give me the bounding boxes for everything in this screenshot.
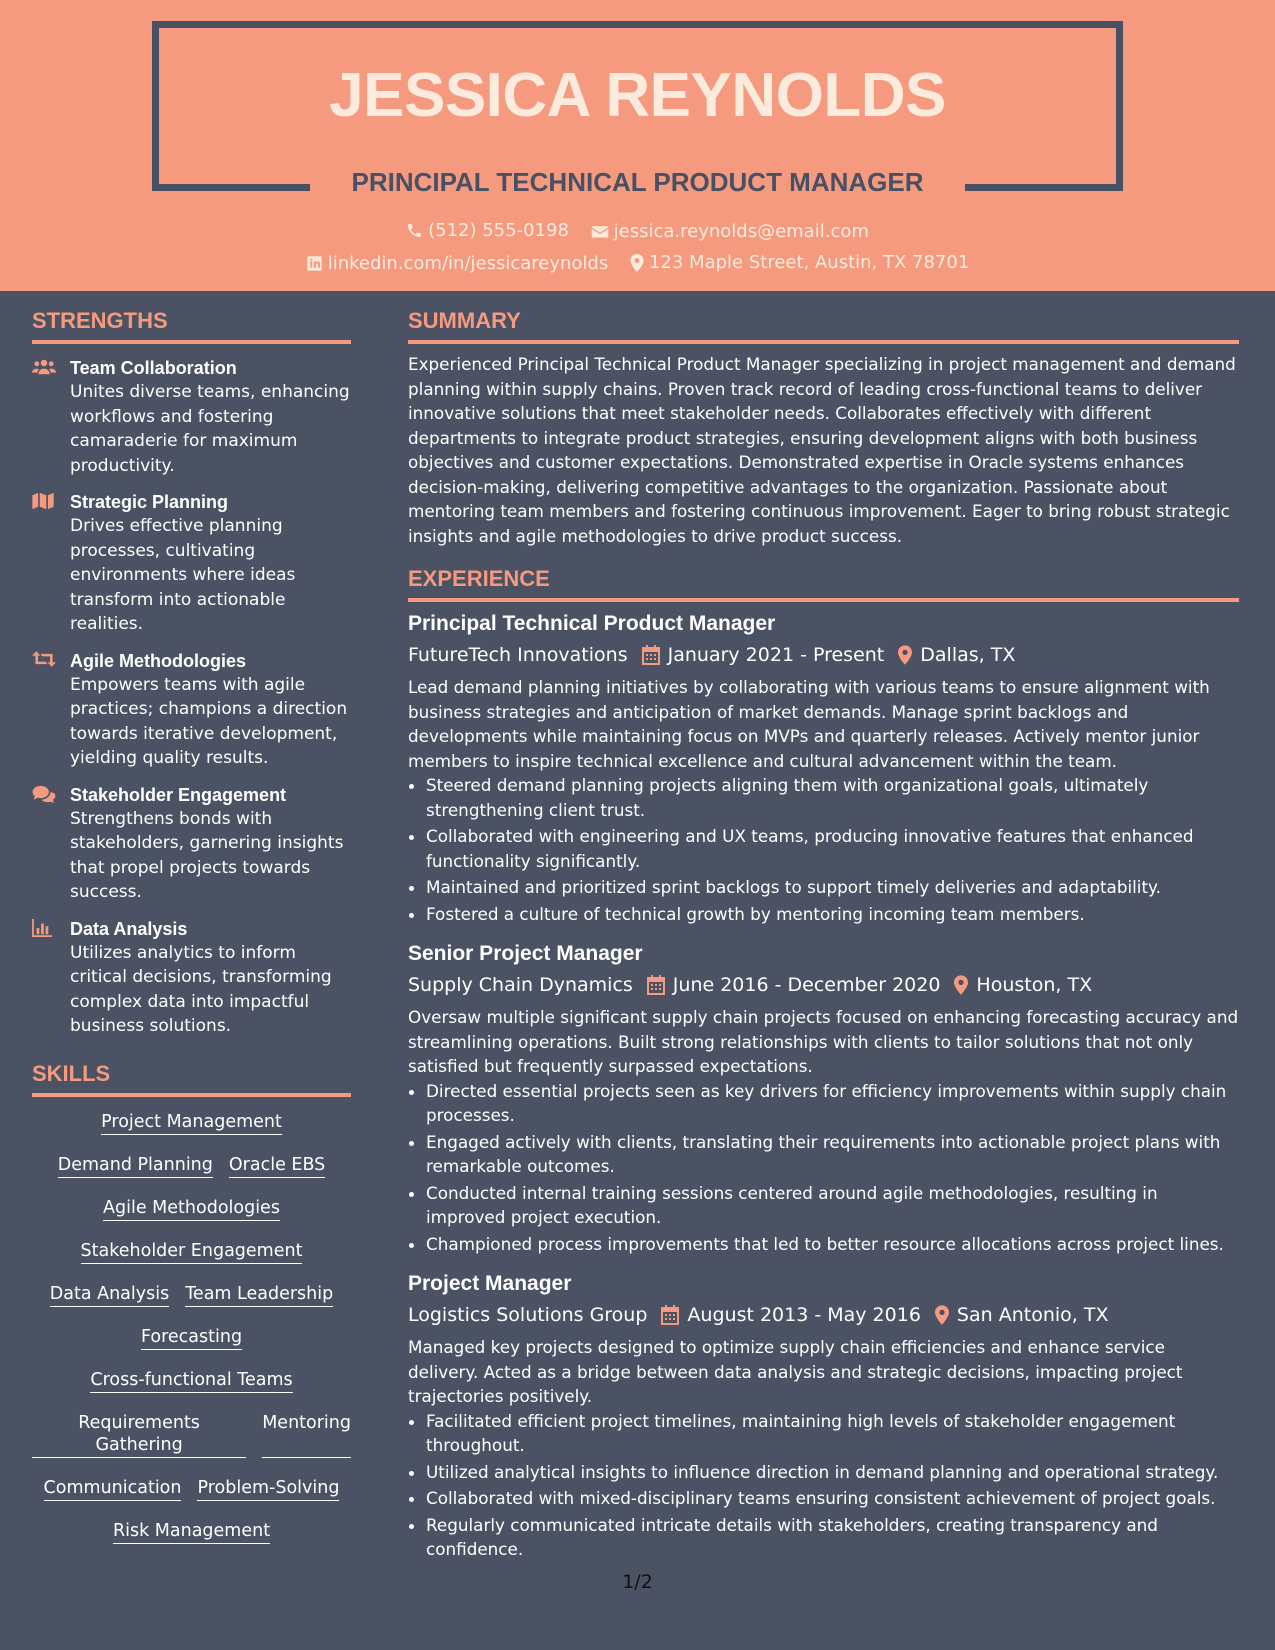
candidate-name: JESSICA REYNOLDS [329, 61, 946, 130]
strength-title: Agile Methodologies [70, 650, 247, 671]
job-bullet: • Maintained and prioritized sprint backlogs to support timely deliveries and adaptability. [426, 875, 1239, 900]
skill-tag: Risk Management [113, 1520, 270, 1544]
envelope-icon [591, 224, 609, 239]
job-company: Supply Chain Dynamics [408, 974, 633, 996]
strength-title: Stakeholder Engagement [70, 784, 287, 805]
job-bullet: • Conducted internal training sessions centered around agile methodologies, resulting in improved project execution. [426, 1181, 1239, 1230]
job-bullet: • Facilitated efficient project timelines, maintaining high levels of stakeholder engagement throughout. [426, 1409, 1239, 1458]
job-description: Oversaw multiple significant supply chain projects focused on enhancing forecasting accuracy and streamlining operations. Built strong relationships with clients to tailor solutions that not only satisfied but frequently surpassed expectations. [408, 1007, 1239, 1076]
job-description: Managed key projects designed to optimize supply chain efficiencies and enhance service delivery. Acted as a bridge between data analysis and strategic decisions, impacting project trajectories positively. [408, 1337, 1183, 1406]
job-location-text: San Antonio, TX [956, 1304, 1109, 1326]
job-bullets [408, 1079, 1239, 1257]
skill-tag: Project Management [101, 1111, 282, 1135]
job-dates-text: January 2021 - Present [667, 644, 885, 666]
skill-tag: Data Analysis [50, 1283, 169, 1307]
job-title: Principal Technical Product Manager [408, 612, 776, 635]
retweet-icon [32, 651, 56, 667]
strength-desc: Unites diverse teams, enhancing workflows and fostering camaraderie for maximum productivity. [70, 382, 350, 476]
skill-tag: Mentoring [262, 1412, 351, 1458]
skill-tag: Forecasting [141, 1326, 242, 1350]
phone-contact [406, 220, 569, 241]
skill-tag: Problem-Solving [197, 1477, 339, 1501]
phone-icon [406, 222, 423, 239]
linkedin-contact[interactable] [306, 253, 609, 274]
job-bullet: • Directed essential projects seen as key drivers for efficiency improvements within supply chain processes. [426, 1079, 1239, 1128]
page-number: 1/2 [622, 1571, 653, 1593]
address-contact [630, 252, 969, 273]
email-contact[interactable] [591, 221, 869, 242]
address-text: 123 Maple Street, Austin, TX 78701 [648, 252, 970, 273]
contact-line-1 [0, 220, 1275, 244]
strength-item [32, 917, 351, 1039]
strengths-list [32, 356, 351, 1039]
skill-tag: Agile Methodologies [103, 1197, 280, 1221]
left-column [32, 308, 351, 1563]
job-title: Project Manager [408, 1272, 572, 1295]
calendar-icon [661, 1305, 679, 1325]
skill-tag: Communication [44, 1477, 182, 1501]
job-bullet: • Steered demand planning projects aligning them with organizational goals, ultimately strengthening client trust. [426, 773, 1239, 822]
job-dates-text: June 2016 - December 2020 [672, 974, 941, 996]
job-title: Senior Project Manager [408, 942, 643, 965]
strength-item [32, 490, 351, 637]
job-location [954, 971, 1092, 999]
strength-desc: Utilizes analytics to inform critical decisions, transforming complex data into impactful business solutions. [70, 942, 332, 1036]
map-marker-icon [954, 975, 968, 995]
strengths-heading: STRENGTHS [32, 308, 351, 344]
contact-line-2 [0, 252, 1275, 277]
right-column [408, 308, 1239, 1564]
email-text[interactable]: jessica.reynolds@email.com [613, 221, 869, 242]
skill-tag: Team Leadership [185, 1283, 333, 1307]
summary-heading: SUMMARY [408, 308, 1239, 344]
job-bullet: • Regularly communicated intricate details with stakeholders, creating transparency and confidence. [426, 1513, 1239, 1562]
job-location [935, 1301, 1109, 1329]
skill-tag: Demand Planning [58, 1154, 213, 1178]
candidate-title: PRINCIPAL TECHNICAL PRODUCT MANAGER [351, 167, 924, 197]
job-bullet: • Collaborated with engineering and UX teams, producing innovative features that enhanced functionality significantly. [426, 824, 1239, 873]
job-entry [408, 940, 1239, 1256]
bar-chart-icon [32, 919, 52, 937]
strength-desc: Empowers teams with agile practices; champions a direction towards iterative development, yielding quality results. [70, 674, 348, 768]
strength-title: Team Collaboration [70, 358, 237, 378]
linkedin-icon [306, 255, 323, 272]
job-meta [408, 641, 1239, 669]
job-bullets [408, 773, 1239, 926]
job-bullet: • Fostered a culture of technical growth by mentoring incoming team members. [426, 902, 1239, 927]
calendar-icon [642, 645, 660, 665]
job-dates [642, 641, 885, 669]
summary-text: Experienced Principal Technical Product Manager specializing in project management and demand planning within supply chains. Proven track record of leading cross-functional teams to deliver innovative solutions that meet stakeholder needs. Collaborates effectively with different departments to integrate product strategies, ensuring development aligns with both business objectives and customer expectations. Demonstrated expertise in Oracle systems enhances decision-making, delivering competitive advantages to the organization. Passionate about mentoring team members and fostering continuous improvement. Eager to bring robust strategic insights and agile methodologies to drive product success. [408, 354, 1236, 546]
header-band [0, 0, 1275, 291]
job-bullets [408, 1409, 1239, 1562]
job-dates [647, 971, 941, 999]
job-entry [408, 1270, 1239, 1562]
job-bullet: • Engaged actively with clients, translating their requirements into actionable project plans with remarkable outcomes. [426, 1130, 1239, 1179]
calendar-icon [647, 975, 665, 995]
map-marker-icon [630, 254, 644, 272]
skill-tag: Oracle EBS [229, 1154, 325, 1178]
phone-text: (512) 555-0198 [428, 220, 569, 241]
linkedin-text[interactable]: linkedin.com/in/jessicareynolds [327, 252, 609, 274]
job-dates [661, 1301, 921, 1329]
job-bullet: • Collaborated with mixed-disciplinary teams ensuring consistent achievement of project goals. [426, 1486, 1239, 1511]
job-bullet: • Championed process improvements that led to better resource allocations across project lines. [426, 1232, 1239, 1257]
skills-list [32, 1097, 351, 1544]
job-bullet: • Utilized analytical insights to influence direction in demand planning and operational strategy. [426, 1460, 1239, 1485]
job-dates-text: August 2013 - May 2016 [687, 1304, 921, 1326]
strength-desc: Drives effective planning processes, cultivating environments where ideas transform into actionable realities. [70, 516, 296, 634]
job-company: FutureTech Innovations [408, 644, 628, 666]
users-icon [32, 358, 56, 376]
job-entry [408, 610, 1239, 926]
skill-tag: Requirements Gathering [32, 1412, 246, 1458]
job-meta [408, 1301, 1239, 1329]
skills-heading: SKILLS [32, 1061, 351, 1097]
job-meta [408, 971, 1239, 999]
job-location-text: Dallas, TX [920, 644, 1016, 666]
map-marker-icon [935, 1305, 949, 1325]
experience-heading: EXPERIENCE [408, 566, 1239, 602]
skill-tag: Stakeholder Engagement [81, 1240, 303, 1264]
strength-title: Strategic Planning [70, 492, 229, 512]
job-location [898, 641, 1015, 669]
map-icon [32, 492, 54, 510]
job-company: Logistics Solutions Group [408, 1304, 648, 1326]
comments-icon [32, 785, 56, 803]
job-location-text: Houston, TX [976, 974, 1093, 996]
strength-desc: Strengthens bonds with stakeholders, garnering insights that propel projects towards success. [70, 808, 344, 902]
strength-item [32, 649, 351, 771]
strength-item [32, 356, 351, 478]
map-marker-icon [898, 645, 912, 665]
strength-title: Data Analysis [70, 918, 188, 939]
strength-item [32, 783, 351, 905]
skill-tag: Cross-functional Teams [90, 1369, 292, 1393]
job-description: Lead demand planning initiatives by collaborating with various teams to ensure alignment with business strategies and anticipation of market demands. Manage sprint backlogs and developments while maintaining focus on MVPs and quarterly releases. Actively mentor junior members to inspire technical excellence and cultural advancement within the team. [408, 677, 1210, 771]
